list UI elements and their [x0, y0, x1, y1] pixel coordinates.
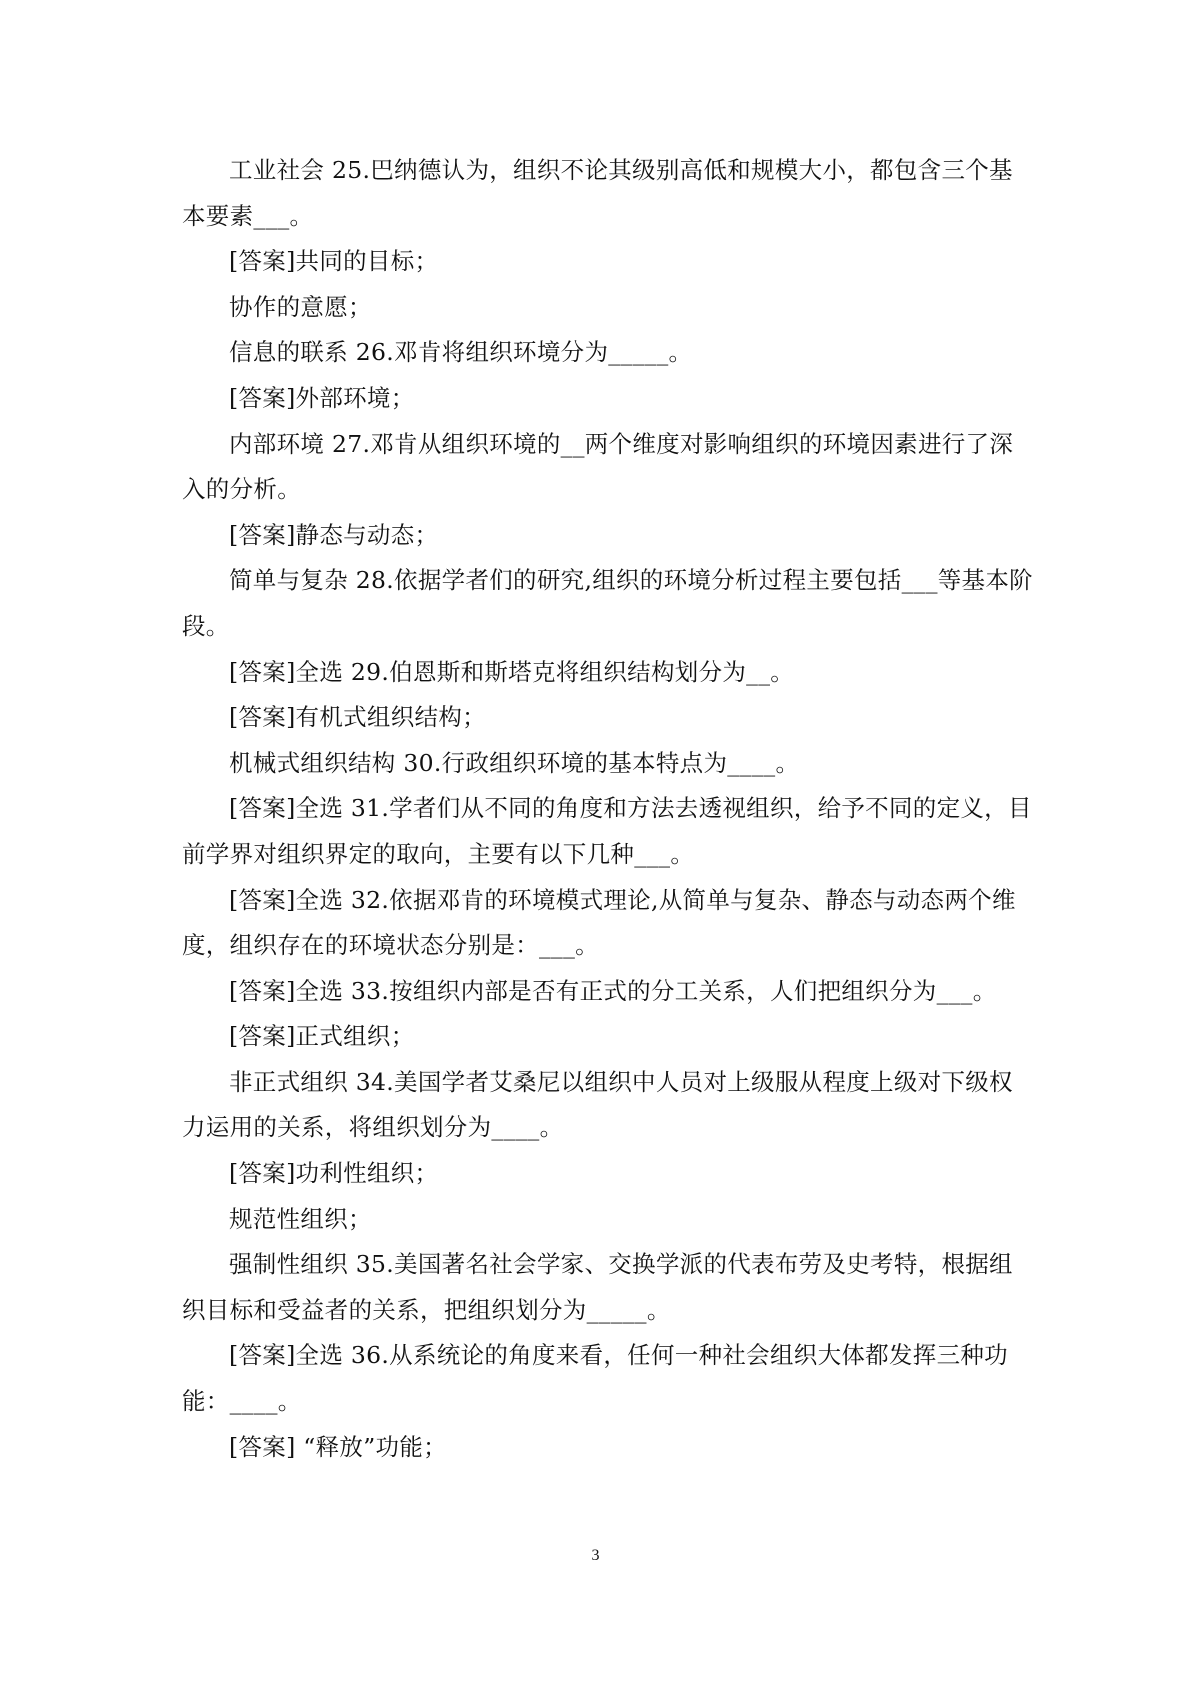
paragraph: [答案]有机式组织结构；: [229, 703, 486, 732]
paragraph: [答案]静态与动态；: [229, 520, 439, 549]
paragraph: 机械式组织结构 30.行政组织环境的基本特点为____。: [229, 748, 800, 777]
paragraph: [答案]全选 36.从系统论的角度来看，任何一种社会组织大体都发挥三种功能：____。: [182, 1341, 1008, 1416]
paragraph: 强制性组织 35.美国著名社会学家、交换学派的代表布劳及史考特，根据组织目标和受益者的关系，把组织划分为_____。: [182, 1250, 1013, 1324]
paragraph: [答案]全选 29.伯恩斯和斯塔克将组织结构划分为__。: [229, 657, 795, 686]
paragraph: [答案]全选 32.依据邓肯的环境模式理论,从简单与复杂、静态与动态两个维度，组织存在的环境状态分别是：___。: [182, 885, 1016, 960]
paragraph: 内部环境 27.邓肯从组织环境的__两个维度对影响组织的环境因素进行了深入的分析。: [182, 429, 1014, 504]
document-body: [182, 148, 1034, 1470]
paragraph: [答案]全选 31.学者们从不同的角度和方法去透视组织，给予不同的定义，目前学界对组织界定的取向，主要有以下几种___。: [182, 794, 1032, 868]
paragraph: [答案]全选 33.按组织内部是否有正式的分工关系，人们把组织分为___。: [229, 976, 997, 1005]
paragraph: 协作的意愿；: [229, 292, 372, 321]
paragraph: [答案]外部环境；: [229, 383, 415, 412]
paragraph: [答案]正式组织；: [229, 1022, 415, 1051]
paragraph: 简单与复杂 28.依据学者们的研究,组织的环境分析过程主要包括___等基本阶段。: [182, 566, 1033, 640]
paragraph: [答案]功利性组织；: [229, 1159, 439, 1188]
paragraph: [答案] “释放”功能；: [229, 1432, 447, 1461]
paragraph: [答案]共同的目标；: [229, 247, 439, 276]
paragraph: 规范性组织；: [229, 1204, 372, 1233]
paragraph: 工业社会 25.巴纳德认为，组织不论其级别高低和规模大小，都包含三个基本要素___。: [182, 156, 1013, 230]
page-number: 3: [591, 1547, 600, 1564]
paragraph: 信息的联系 26.邓肯将组织环境分为_____。: [229, 338, 693, 367]
paragraph: 非正式组织 34.美国学者艾桑尼以组织中人员对上级服从程度上级对下级权力运用的关系，将组织划分为____。: [182, 1067, 1013, 1142]
